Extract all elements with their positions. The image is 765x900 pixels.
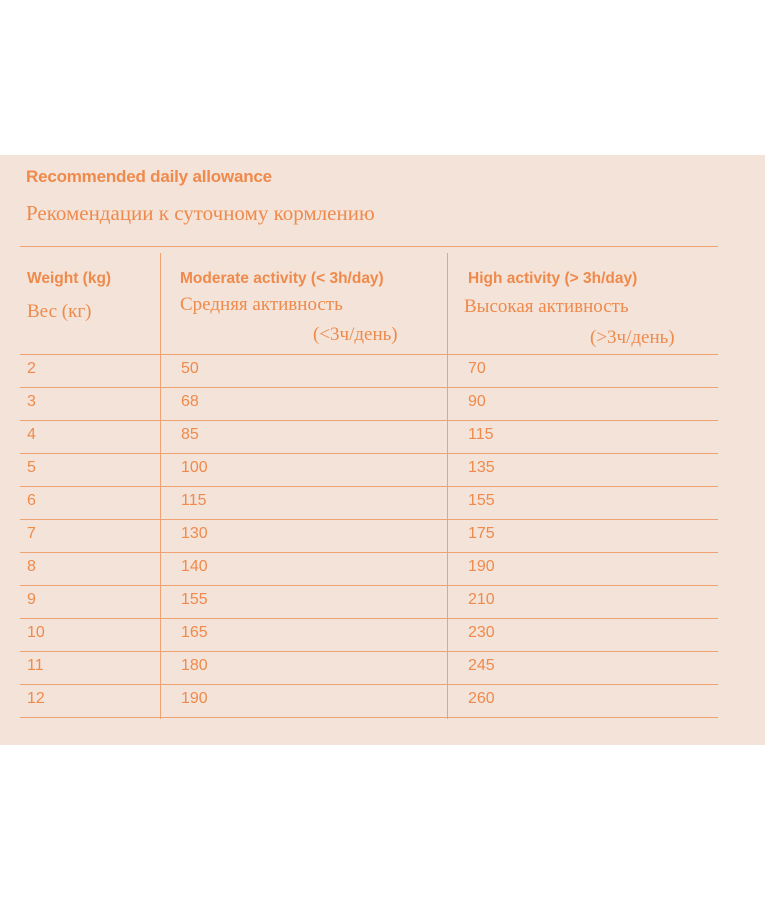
moderate-cell: 190	[181, 690, 208, 707]
high-cell: 245	[468, 657, 495, 674]
table-row	[0, 618, 765, 651]
moderate-cell: 115	[181, 492, 207, 509]
weight-cell: 7	[27, 525, 36, 542]
row-divider	[20, 486, 718, 487]
high-cell: 190	[468, 558, 495, 575]
bottom-rule	[20, 717, 718, 718]
moderate-cell: 140	[181, 558, 208, 575]
high-cell: 155	[468, 492, 495, 509]
title-english: Recommended daily allowance	[26, 167, 272, 186]
weight-cell: 2	[27, 360, 36, 377]
weight-cell: 5	[27, 459, 36, 476]
weight-cell: 8	[27, 558, 36, 575]
high-cell: 230	[468, 624, 495, 641]
row-divider	[20, 420, 718, 421]
high-cell: 135	[468, 459, 495, 476]
high-cell: 260	[468, 690, 495, 707]
table-row	[0, 420, 765, 453]
moderate-cell: 130	[181, 525, 208, 542]
row-divider	[20, 453, 718, 454]
header-weight-ru: Вес (кг)	[27, 301, 92, 322]
weight-cell: 3	[27, 393, 36, 410]
high-cell: 70	[468, 360, 486, 377]
header-high-ru: Высокая активность	[464, 296, 629, 317]
moderate-cell: 68	[181, 393, 199, 410]
row-divider	[20, 651, 718, 652]
weight-cell: 11	[27, 657, 44, 674]
weight-cell: 6	[27, 492, 36, 509]
header-weight-en: Weight (kg)	[27, 270, 112, 287]
high-cell: 175	[468, 525, 495, 542]
header-high-ru-unit: (>3ч/день)	[590, 327, 675, 348]
table-row	[0, 387, 765, 420]
header-moderate-en: Moderate activity (< 3h/day)	[180, 270, 384, 287]
moderate-cell: 155	[181, 591, 208, 608]
allowance-table-body	[0, 354, 765, 717]
row-divider	[20, 552, 718, 553]
title-russian: Рекомендации к суточному кормлению	[26, 201, 375, 225]
header-moderate-ru-unit: (<3ч/день)	[313, 324, 398, 345]
weight-cell: 10	[27, 624, 45, 641]
row-divider	[20, 684, 718, 685]
row-divider	[20, 618, 718, 619]
row-divider	[20, 519, 718, 520]
row-divider	[20, 354, 718, 355]
table-row	[0, 684, 765, 717]
weight-cell: 12	[27, 690, 45, 707]
table-row	[0, 486, 765, 519]
row-divider	[20, 585, 718, 586]
moderate-cell: 85	[181, 426, 199, 443]
header-high-en: High activity (> 3h/day)	[468, 270, 638, 287]
table-row	[0, 354, 765, 387]
moderate-cell: 100	[181, 459, 208, 476]
table-row	[0, 519, 765, 552]
table-row	[0, 651, 765, 684]
moderate-cell: 165	[181, 624, 208, 641]
moderate-cell: 180	[181, 657, 208, 674]
moderate-cell: 50	[181, 360, 199, 377]
weight-cell: 4	[27, 426, 36, 443]
top-rule	[20, 246, 718, 247]
table-row	[0, 585, 765, 618]
weight-cell: 9	[27, 591, 36, 608]
header-moderate-ru: Средняя активность	[180, 294, 343, 315]
row-divider	[20, 387, 718, 388]
high-cell: 210	[468, 591, 495, 608]
table-row	[0, 453, 765, 486]
high-cell: 90	[468, 393, 486, 410]
allowance-panel	[0, 155, 765, 745]
high-cell: 115	[468, 426, 494, 443]
table-row	[0, 552, 765, 585]
